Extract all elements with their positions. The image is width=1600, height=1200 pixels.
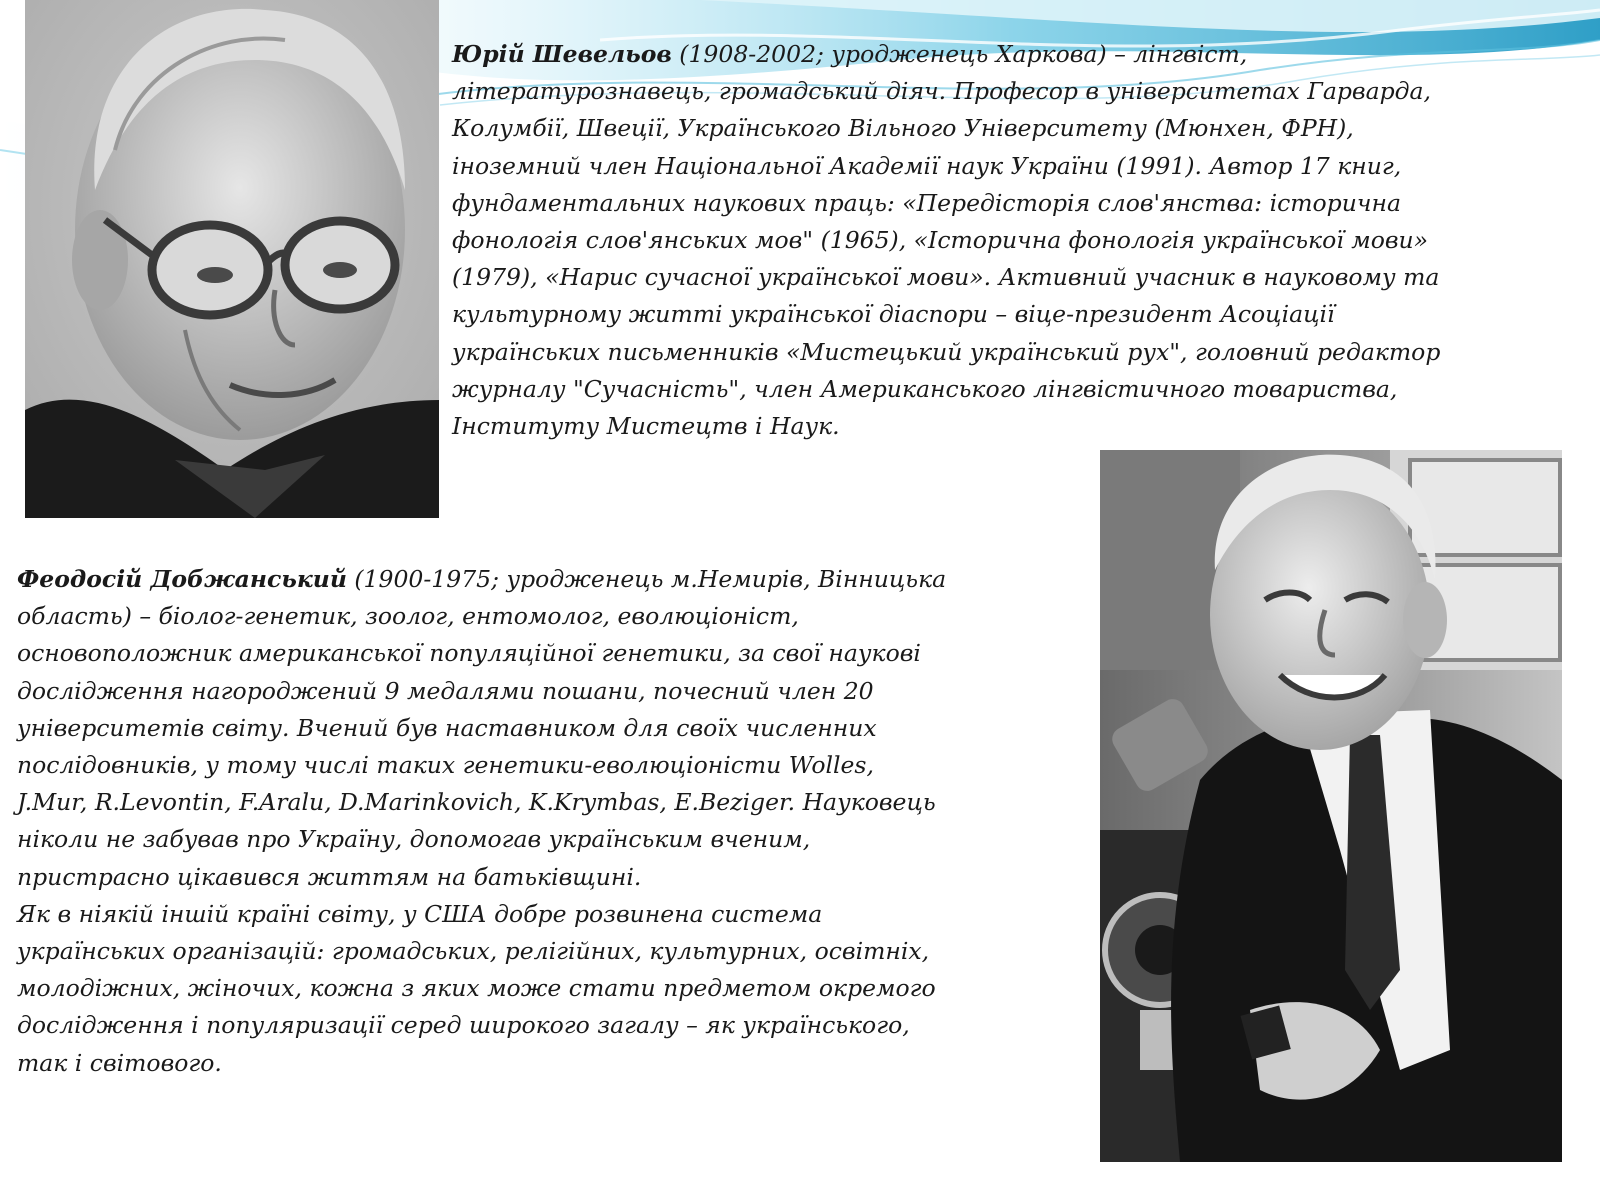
shevelov-line-3: Колумбії, Швеції, Українського Вільного Університету (Мюнхен, ФРН), bbox=[452, 114, 1354, 143]
dobzhansky-line-1 bbox=[17, 561, 1082, 598]
dobzhansky-line-7: J.Mur, R.Levontin, F.Aralu, D.Marinkovich, K.Krymbas, E.Beziger. Науковець bbox=[17, 788, 936, 817]
dobzhansky-line-8: ніколи не забував про Україну, допомогав українським вченим, bbox=[17, 825, 811, 854]
shevelov-name: Юрій Шевельов bbox=[452, 40, 672, 68]
dobzhansky-line-2: область) – біолог-генетик, зоолог, ентомолог, еволюціоніст, bbox=[17, 602, 799, 631]
dobzhansky-portrait bbox=[1100, 450, 1562, 1162]
dobzhansky-line-4: дослідження нагороджений 9 медалями пошани, почесний член 20 bbox=[17, 676, 874, 705]
dobzhansky-line-14: так і світового. bbox=[17, 1048, 222, 1077]
dobzhansky-line-6: послідовників, у тому числі таких генетики-еволюціоністи Wolles, bbox=[17, 751, 874, 780]
shevelov-line-4: іноземний член Національної Академії наук України (1991). Автор 17 книг, bbox=[452, 151, 1402, 180]
shevelov-line-7: (1979), «Нарис сучасної української мови». Активний учасник в науковому та bbox=[452, 263, 1440, 292]
shevelov-portrait bbox=[25, 0, 439, 518]
dobzhansky-line-12: молодіжних, жіночих, кожна з яких може стати предметом окремого bbox=[17, 974, 936, 1003]
shevelov-line-2: літературознавець, громадський діяч. Професор в університетах Гарварда, bbox=[452, 77, 1432, 106]
dobzhansky-line-9: пристрасно цікавився життям на батьківщині. bbox=[17, 862, 642, 891]
shevelov-line-9: українських письменників «Мистецький український рух", головний редактор bbox=[452, 337, 1441, 366]
shevelov-line-5: фундаментальних наукових праць: «Передісторія слов'янства: історична bbox=[452, 188, 1401, 217]
dobzhansky-line-13: дослідження і популяризації серед широкого загалу – як українського, bbox=[17, 1011, 910, 1040]
dobzhansky-line-10: Як в ніякій іншій країні світу, у США добре розвинена система bbox=[17, 899, 823, 928]
dobzhansky-line-5: університетів світу. Вчений був наставником для своїх численних bbox=[17, 713, 877, 742]
shevelov-line-8: культурному житті української діаспори – віце-президент Асоціації bbox=[452, 300, 1335, 329]
dobzhansky-line-11: українських організацій: громадських, релігійних, культурних, освітніх, bbox=[17, 937, 930, 966]
shevelov-line-1-text: (1908-2002; уродженець Харкова) – лінгвіст, bbox=[671, 40, 1248, 68]
dobzhansky-name: Феодосій Добжанський bbox=[17, 565, 347, 593]
shevelov-line-6: фонологія слов'янських мов" (1965), «Історична фонологія української мови» bbox=[452, 226, 1429, 255]
shevelov-line-10: журналу "Сучасність", член Американського лінгвістичного товариства, bbox=[452, 374, 1398, 403]
shevelov-line-1 bbox=[452, 36, 1582, 73]
dobzhansky-line-3: основоположник американської популяційної генетики, за свої наукові bbox=[17, 639, 921, 668]
shevelov-bio bbox=[452, 36, 1582, 445]
shevelov-line-11: Інституту Мистецтв і Наук. bbox=[452, 412, 840, 441]
dobzhansky-bio bbox=[17, 561, 1082, 1082]
dobzhansky-line-1-text: (1900-1975; уродженець м.Немирів, Вінницька bbox=[346, 565, 947, 593]
